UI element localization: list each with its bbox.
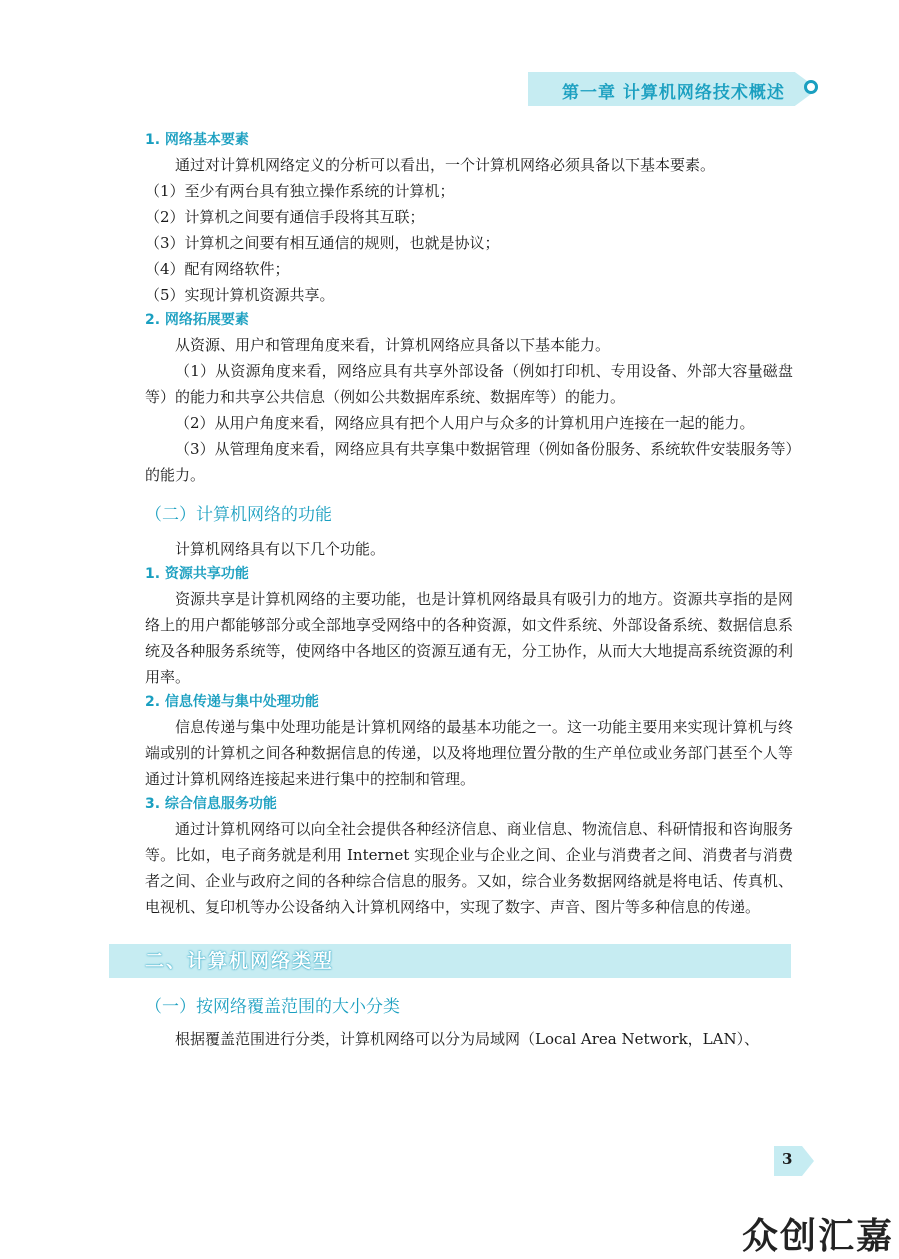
extended-element-item: （1）从资源角度来看，网络应具有共享外部设备（例如打印机、专用设备、外部大容量磁盘等）的能力和共享公共信息（例如公共数据库系统、数据库等）的能力。	[145, 362, 793, 406]
info-transfer-body: 信息传递与集中处理功能是计算机网络的最基本功能之一。这一功能主要用来实现计算机与终端或别的计算机之间各种数据信息的传递，以及将地理位置分散的生产单位或业务部门甚至个人等通过计算机网络连接起来进行集中的控制和管理。	[145, 718, 793, 788]
basic-elements-intro: 通过对计算机网络定义的分析可以看出，一个计算机网络必须具备以下基本要素。	[175, 156, 716, 174]
page-number: 3	[782, 1150, 793, 1168]
extended-elements-intro: 从资源、用户和管理角度来看，计算机网络应具备以下基本能力。	[175, 336, 611, 354]
heading-coverage: （一）按网络覆盖范围的大小分类	[145, 997, 400, 1017]
extended-element-item: （2）从用户角度来看，网络应具有把个人用户与众多的计算机用户连接在一起的能力。	[175, 414, 755, 432]
page-number-badge	[774, 1146, 814, 1176]
heading-basic-elements: 1. 网络基本要素	[145, 132, 249, 148]
basic-element-item: （5）实现计算机资源共享。	[145, 286, 335, 304]
basic-element-item: （3）计算机之间要有相互通信的规则，也就是协议；	[145, 234, 500, 252]
chapter-title: 第一章 计算机网络技术概述	[562, 83, 785, 103]
heading-resource-sharing: 1. 资源共享功能	[145, 566, 249, 582]
basic-element-item: （1）至少有两台具有独立操作系统的计算机；	[145, 182, 455, 200]
functions-intro: 计算机网络具有以下几个功能。	[175, 540, 386, 558]
page-content	[145, 128, 793, 1052]
basic-element-item: （4）配有网络软件；	[145, 260, 290, 278]
info-service-body: 通过计算机网络可以向全社会提供各种经济信息、商业信息、物流信息、科研情报和咨询服务等。比如，电子商务就是利用 Internet 实现企业与企业之间、企业与消费者之间、消费者与消费者之间、企业与政府之间的各种综合信息的服务。又如，综合业务数据网络就是将电话、传真机、电视机、复印机等办公设备纳入计算机网络中，实现了数字、声音、图片等多种信息的传递。	[145, 820, 793, 916]
heading-info-service: 3. 综合信息服务功能	[145, 796, 277, 812]
coverage-body: 根据覆盖范围进行分类，计算机网络可以分为局域网（Local Area Network，LAN）、	[175, 1030, 760, 1048]
heading-network-types: 二、计算机网络类型	[109, 944, 791, 978]
watermark-logo: 众创汇嘉	[742, 1216, 895, 1257]
resource-sharing-body: 资源共享是计算机网络的主要功能，也是计算机网络最具有吸引力的地方。资源共享指的是网络上的用户都能够部分或全部地享受网络中的各种资源，如文件系统、外部设备系统、数据信息系统及各种服务系统等，使网络中各地区的资源互通有无，分工协作，从而大大地提高系统资源的利用率。	[145, 590, 793, 686]
heading-extended-elements: 2. 网络拓展要素	[145, 312, 249, 328]
basic-element-item: （2）计算机之间要有通信手段将其互联；	[145, 208, 425, 226]
extended-element-item: （3）从管理角度来看，网络应具有共享集中数据管理（例如备份服务、系统软件安装服务等）的能力。	[145, 440, 793, 484]
heading-functions: （二）计算机网络的功能	[145, 505, 332, 525]
header-ring-icon	[804, 80, 818, 94]
heading-info-transfer: 2. 信息传递与集中处理功能	[145, 694, 319, 710]
